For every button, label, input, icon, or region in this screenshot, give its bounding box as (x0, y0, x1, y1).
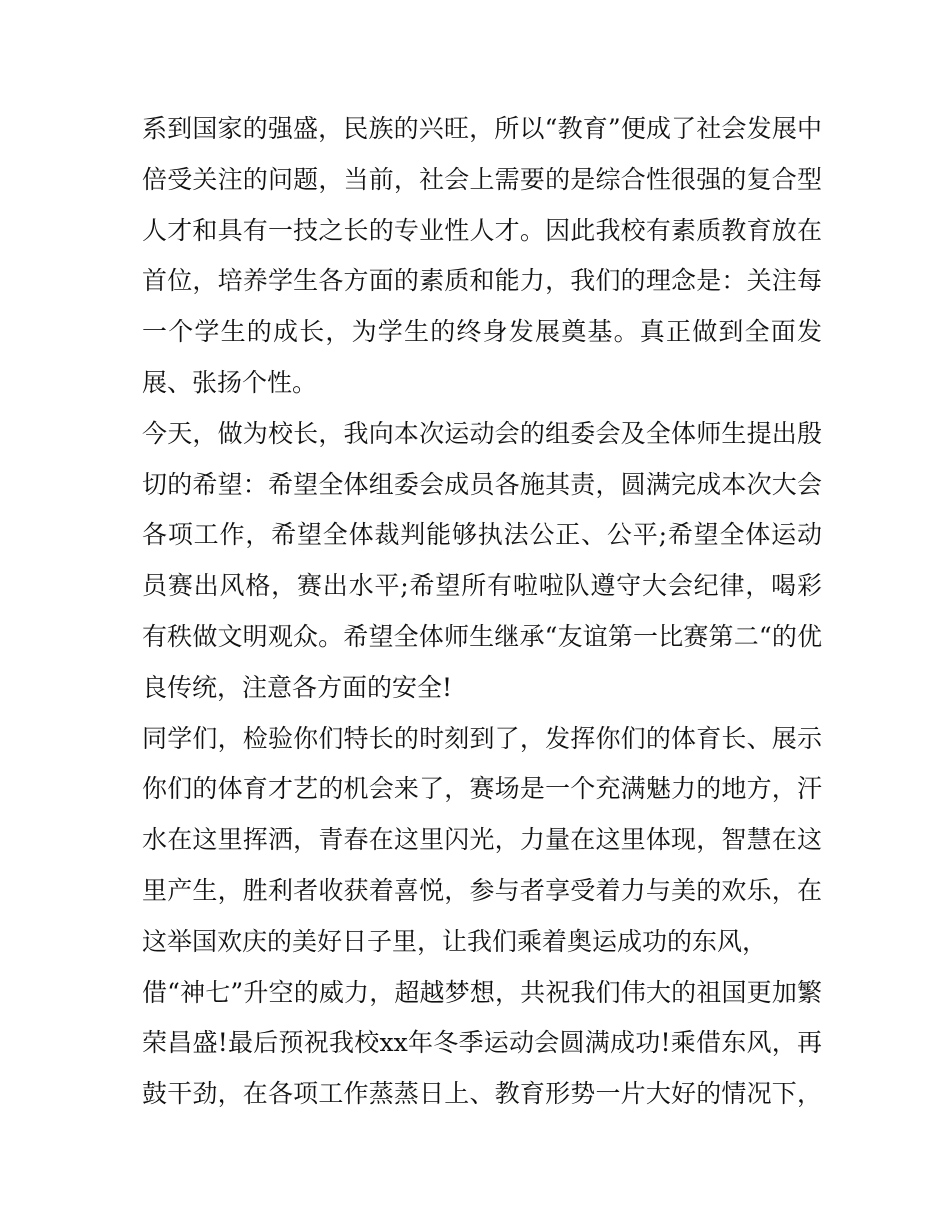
text-line: 良传统，注意各方面的安全! (142, 672, 453, 702)
text-line: 你们的体育才艺的机会来了，赛场是一个充满魅力的地方，汗 (142, 774, 822, 804)
text-line: 展、张扬个性。 (142, 367, 318, 397)
text-line: 有秩做文明观众。希望全体师生继承“友谊第一比赛第二“的优 (142, 621, 822, 651)
text-line: 水在这里挥洒，青春在这里闪光，力量在这里体现，智慧在这 (142, 825, 822, 855)
text-line: 倍受关注的问题，当前，社会上需要的是综合性很强的复合型 (142, 164, 822, 194)
text-line: 这举国欢庆的美好日子里，让我们乘着奥运成功的东风， (142, 926, 768, 956)
text-line: 同学们，检验你们特长的时刻到了，发挥你们的体育长、展示 (142, 723, 822, 753)
text-line: 借“神七”升空的威力，超越梦想，共祝我们伟大的祖国更加繁 (142, 977, 822, 1007)
text-line: 人才和具有一技之长的专业性人才。因此我校有素质教育放在 (142, 215, 822, 245)
text-line: 各项工作，希望全体裁判能够执法公正、公平;希望全体运动 (142, 520, 822, 550)
text-line: 一个学生的成长，为学生的终身发展奠基。真正做到全面发 (142, 317, 822, 347)
text-line: 首位，培养学生各方面的素质和能力，我们的理念是：关注每 (142, 266, 822, 296)
text-line: 鼓干劲，在各项工作蒸蒸日上、教育形势一片大好的情况下， (142, 1079, 822, 1109)
body-text (142, 104, 822, 1120)
text-line: 今天，做为校长，我向本次运动会的组委会及全体师生提出殷 (142, 418, 822, 448)
text-line: 里产生，胜利者收获着喜悦，参与者享受着力与美的欢乐，在 (142, 875, 822, 905)
text-line: 员赛出风格，赛出水平;希望所有啦啦队遵守大会纪律，喝彩 (142, 571, 822, 601)
text-line: 切的希望：希望全体组委会成员各施其责，圆满完成本次大会 (142, 469, 822, 499)
text-line: 系到国家的强盛，民族的兴旺，所以“教育”便成了社会发展中 (142, 114, 822, 143)
text-line: 荣昌盛!最后预祝我校xx年冬季运动会圆满成功!乘借东风，再 (142, 1028, 822, 1058)
